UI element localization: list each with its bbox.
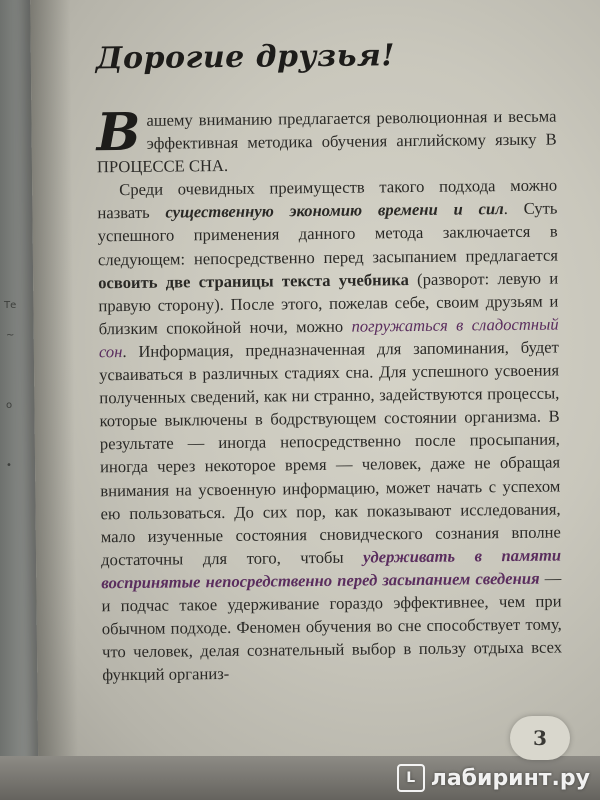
text-run: . Информация, предназначенная для запоминания, будет усваиваться в различных стадиях сна. Для успешного усвоения полученных сведений, как ни странно, задействуются процессы, которые выключены в бодрствующем состоянии организма. В результате — иногда непосредственно после просыпания, иногда через некоторое время — человек, даже не обращая внимания на усвоенную информацию, может начать с успехом ею пользоваться. До сих пор, как показывают исследования, мало изученные состояния сновидческого сознания вполне достаточны для того, чтобы [99, 337, 561, 570]
paragraph-main [97, 174, 562, 687]
emphasis-two-pages: освоить две страницы текста учебника [98, 269, 409, 292]
edge-mark: о [6, 400, 13, 411]
page-heading: Дорогие друзья! [95, 38, 396, 77]
book-page [30, 0, 600, 780]
edge-mark: • [6, 460, 12, 471]
intro-text: ашему вниманию предлагается революционная и весьма эффективная методика обучения английскому языку В ПРОЦЕССЕ СНА. [96, 106, 557, 177]
drop-cap: В [96, 101, 141, 164]
watermark-text: лабиринт.ру [430, 765, 590, 791]
text-run: — и подчас такое удерживание гораздо эффективнее, чем при обычном подходе. Феномен обучения во сне способствует тому, что человек, делая сознательный выбор в пользу отдыха всех функций организ- [101, 568, 563, 685]
emphasis-sweet-sleep: погружаться в сладостный сон [98, 314, 559, 362]
text-run: . Суть успешного применения данного метода заключается в следующем: непосредственно перед засыпанием предлагается [97, 198, 559, 269]
emphasis-retain-memory: удерживать в памяти воспринятые непосредственно перед засыпанием сведения [101, 545, 562, 593]
page-body-text [96, 101, 563, 686]
page-spine-shadow [30, 0, 78, 780]
labirint-logo-icon: L [397, 764, 425, 792]
page-number: 3 [510, 716, 570, 760]
text-run: Среди очевидных преимуществ такого подхода можно назвать [97, 175, 558, 223]
paragraph-intro [96, 101, 557, 178]
watermark [397, 764, 590, 792]
edge-mark: ~ [6, 330, 15, 341]
edge-mark: Те [4, 300, 17, 311]
text-run: (разворот: левую и правую сторону). После этого, пожелав себе, своим друзьям и близким спокойной ночи, можно [98, 268, 559, 339]
emphasis-time-saving: существенную экономию времени и сил [165, 199, 504, 222]
